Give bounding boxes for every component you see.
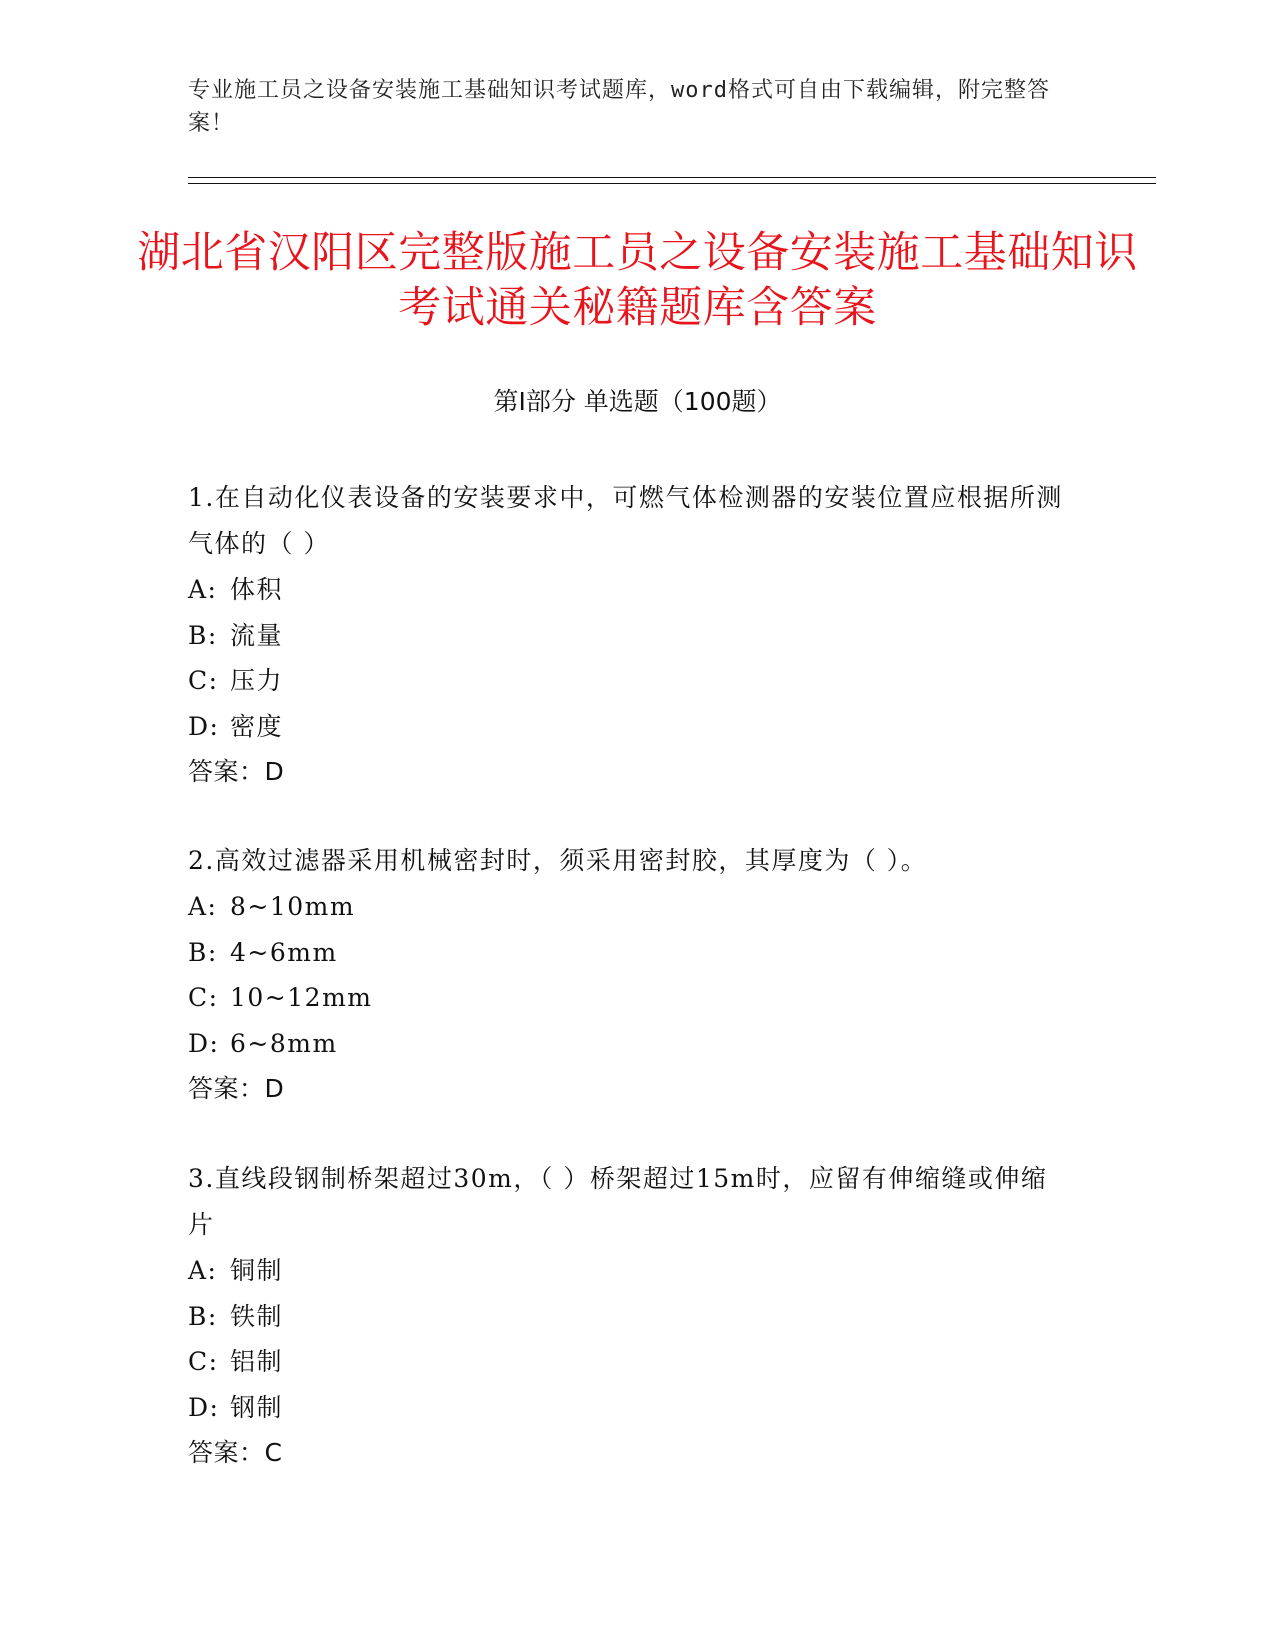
option-b	[188, 1294, 1068, 1340]
option-letter: B:	[188, 937, 218, 967]
question-stem: 1.在自动化仪表设备的安装要求中，可燃气体检测器的安装位置应根据所测气体的（ ）	[188, 483, 1063, 558]
option-letter: C:	[188, 666, 219, 695]
option-text: 4~6mm	[230, 937, 338, 967]
option-text: 铝制	[230, 1347, 284, 1376]
option-a	[188, 884, 1068, 930]
option-text: 10~12mm	[230, 983, 373, 1012]
option-c	[188, 1339, 1068, 1385]
header-note: 专业施工员之设备安装施工基础知识考试题库，word格式可自由下载编辑，附完整答案！	[188, 78, 1050, 136]
option-letter: C:	[188, 1347, 219, 1376]
question-stem: 2.高效过滤器采用机械密封时，须采用密封胶，其厚度为（ ）。	[188, 846, 928, 875]
document-title: 湖北省汉阳区完整版施工员之设备安装施工基础知识考试通关秘籍题库含答案	[137, 228, 1138, 333]
option-letter: A:	[188, 1256, 218, 1285]
option-letter: D:	[188, 1028, 220, 1058]
option-text: 流量	[230, 620, 284, 650]
option-letter: D:	[188, 711, 220, 741]
option-letter: C:	[188, 983, 219, 1012]
question-2	[188, 838, 1068, 1112]
option-a	[188, 567, 1068, 613]
option-text: 6~8mm	[230, 1028, 338, 1058]
option-text: 铜制	[230, 1256, 284, 1285]
question-1	[188, 475, 1068, 795]
option-letter: B:	[188, 620, 218, 650]
option-text: 压力	[230, 666, 284, 695]
answer: 答案：D	[188, 1074, 285, 1103]
option-c	[188, 975, 1068, 1021]
option-text: 铁制	[230, 1301, 284, 1331]
option-b	[188, 613, 1068, 659]
option-letter: D:	[188, 1392, 220, 1422]
option-text: 体积	[230, 575, 284, 604]
option-a	[188, 1248, 1068, 1294]
question-3	[188, 1156, 1068, 1476]
question-stem: 3.直线段钢制桥架超过30m，（ ）桥架超过15m时，应留有伸缩缝或伸缩片	[188, 1164, 1048, 1239]
answer: 答案：D	[188, 757, 285, 786]
option-d	[188, 704, 1068, 750]
answer: 答案：C	[188, 1438, 283, 1467]
option-letter: B:	[188, 1301, 218, 1331]
option-letter: A:	[188, 892, 218, 921]
option-c	[188, 658, 1068, 704]
header-rule-top	[188, 177, 1156, 178]
option-d	[188, 1385, 1068, 1431]
option-text: 密度	[230, 711, 284, 741]
option-text: 钢制	[230, 1392, 284, 1422]
section-title: 第Ⅰ部分 单选题（100题）	[493, 387, 782, 416]
option-letter: A:	[188, 575, 218, 604]
option-b	[188, 930, 1068, 976]
header-rule-bottom	[188, 183, 1156, 184]
option-text: 8~10mm	[230, 892, 356, 921]
option-d	[188, 1021, 1068, 1067]
